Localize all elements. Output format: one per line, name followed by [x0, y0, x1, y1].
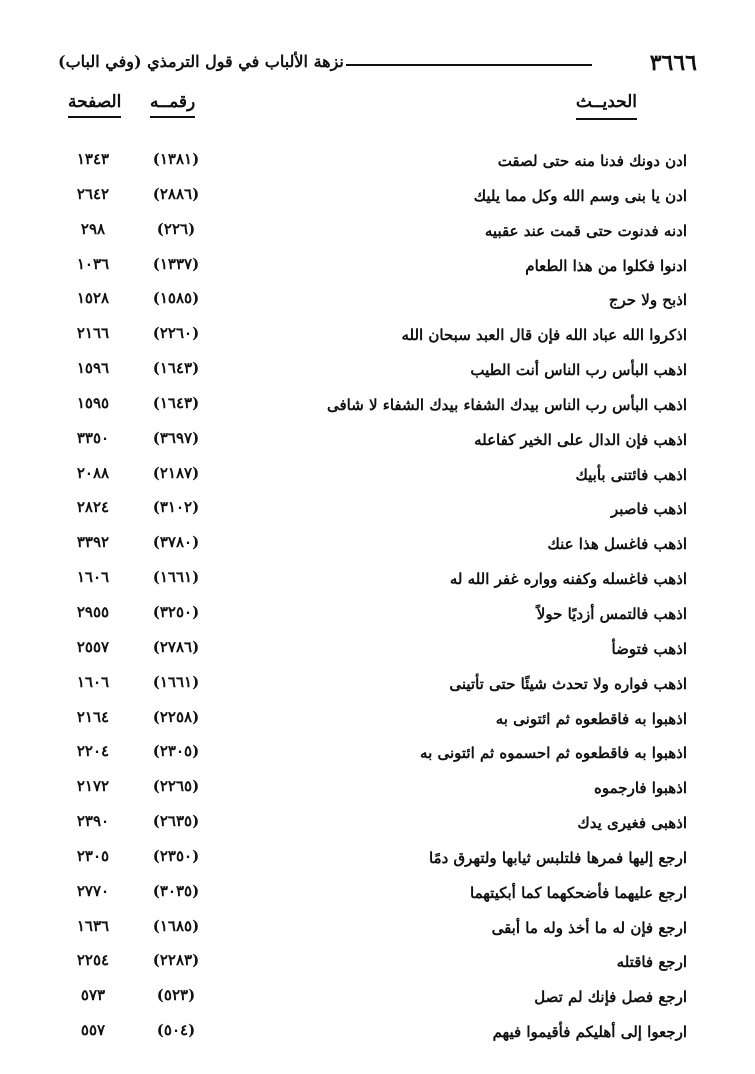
- hadith-page: ٢١٧٢: [76, 777, 110, 796]
- hadith-text: ادنوا فكلوا من هذا الطعام: [525, 256, 687, 275]
- hadith-number: (١٦٤٣): [152, 359, 200, 378]
- index-entry: [0, 562, 755, 597]
- hadith-number: (١٦٨٥): [152, 916, 200, 935]
- index-entry: [0, 771, 755, 806]
- hadith-text: اذهب فتوضأ: [611, 639, 687, 658]
- hadith-number: (٢٢٥٨): [152, 707, 200, 726]
- hadith-number: (٢٢٨٣): [152, 951, 200, 970]
- index-entry: [0, 806, 755, 841]
- hadith-text: اذهب البأس رب الناس أنت الطيب: [470, 361, 687, 380]
- hadith-number: (٣٦٩٧): [152, 428, 200, 447]
- hadith-number: (٣٠٣٥): [152, 881, 200, 900]
- index-entry: [0, 702, 755, 737]
- index-entry: [0, 283, 755, 318]
- hadith-page: ١٥٩٥: [76, 393, 110, 412]
- index-entry: [0, 841, 755, 876]
- hadith-page: ٢٩٥٥: [76, 602, 110, 621]
- hadith-number: (٢٢٦٠): [152, 324, 200, 343]
- hadith-number: (٣٢٥٠): [152, 602, 200, 621]
- index-entry: [0, 667, 755, 702]
- hadith-page: ١٠٣٦: [76, 254, 110, 273]
- index-entry: [0, 945, 755, 980]
- hadith-page: ٢١٦٦: [76, 324, 110, 343]
- index-entry: [0, 214, 755, 249]
- column-header-hadith: [576, 92, 637, 112]
- index-entry: [0, 353, 755, 388]
- hadith-text: اذهب فاغسله وكفنه وواره غفر الله له: [449, 570, 687, 589]
- index-entry: [0, 492, 755, 527]
- index-entry: [0, 736, 755, 771]
- index-entry: [0, 458, 755, 493]
- hadith-text: ارجع فإن له ما أخذ وله ما أبقى: [491, 918, 687, 937]
- index-entry: [0, 423, 755, 458]
- hadith-text: ارجعوا إلى أهليكم فأقيموا فيهم: [492, 1023, 687, 1042]
- hadith-number: (٢١٨٧): [152, 463, 200, 482]
- index-entry: [0, 597, 755, 632]
- hadith-number: (٢٣٠٥): [152, 742, 200, 761]
- column-header-underline: [576, 118, 637, 120]
- index-entries: [0, 144, 755, 1050]
- index-entry: [0, 249, 755, 284]
- hadith-text: ادن يا بنى وسم الله وكل مما يليك: [473, 186, 687, 205]
- hadith-page: ٣٣٩٢: [76, 533, 110, 552]
- hadith-text: ارجع إليها فمرها فلتلبس ثيابها ولتهرق دمًا: [428, 848, 687, 867]
- index-entry: [0, 1015, 755, 1050]
- hadith-text: اذهب فواره ولا تحدث شيئًا حتى تأتينى: [449, 674, 687, 693]
- hadith-page: ٢٨٢٤: [76, 498, 110, 517]
- hadith-page: ١٦٣٦: [76, 916, 110, 935]
- hadith-page: ١٣٤٣: [76, 150, 110, 168]
- hadith-page: ١٥٢٨: [76, 289, 110, 308]
- book-title: نزهة الألباب في قول الترمذي (وفي الباب): [58, 52, 344, 71]
- hadith-page: ٢٥٥٧: [76, 637, 110, 656]
- hadith-page: ٥٥٧: [80, 1021, 106, 1040]
- column-header-hadith-label: الحديــث: [575, 92, 637, 112]
- hadith-number: (١٥٨٥): [152, 289, 200, 308]
- column-header-underline: [68, 116, 121, 118]
- hadith-number: (٣٧٨٠): [152, 533, 200, 552]
- hadith-number: (١٦٤٣): [152, 393, 200, 412]
- hadith-text: ادنه فدنوت حتى قمت عند عقبيه: [484, 221, 687, 240]
- hadith-number: (٢٦٣٥): [152, 812, 200, 831]
- index-entry: [0, 876, 755, 911]
- hadith-page: ٢٣٠٥: [76, 846, 110, 865]
- hadith-page: ٢٢٥٤: [76, 951, 110, 970]
- column-header-number-label: رقمــه: [150, 92, 196, 112]
- hadith-page: ٢٩٨: [80, 219, 106, 238]
- hadith-text: ارجع عليهما فأضحكهما كما أبكيتهما: [470, 883, 687, 902]
- hadith-number: (١٦٦١): [152, 672, 200, 691]
- hadith-page: ١٦٠٦: [76, 568, 110, 587]
- hadith-page: ٢٣٩٠: [76, 812, 110, 831]
- hadith-text: اذكروا الله عباد الله فإن قال العبد سبحان الله: [401, 326, 687, 345]
- hadith-page: ٢٦٤٢: [76, 184, 110, 203]
- hadith-page: ٥٧٣: [80, 986, 106, 1005]
- hadith-text: اذهبوا فارجموه: [594, 779, 687, 798]
- hadith-text: ارجع فصل فإنك لم تصل: [534, 988, 687, 1007]
- page-number: ٣٦٦٦: [649, 50, 697, 76]
- index-entry: [0, 179, 755, 214]
- hadith-number: (١٣٨١): [152, 150, 200, 168]
- hadith-number: (٢٨٨٦): [152, 184, 200, 203]
- hadith-text: اذهبوا به فاقطعوه ثم ائتونى به: [495, 709, 687, 728]
- column-header-page: [68, 92, 121, 112]
- index-entry: [0, 527, 755, 562]
- hadith-text: ادن دونك فدنا منه حتى لصقت: [497, 152, 687, 170]
- hadith-text: اذهب فاصبر: [611, 500, 687, 519]
- hadith-text: اذهب فاغسل هذا عنك: [547, 535, 687, 554]
- hadith-text: اذهب فإن الدال على الخير كفاعله: [474, 430, 687, 449]
- hadith-number: (١٦٦١): [152, 568, 200, 587]
- index-entry: [0, 911, 755, 946]
- running-header: [58, 50, 697, 80]
- hadith-number: (٣١٠٢): [152, 498, 200, 517]
- hadith-number: (٥٠٤): [156, 1021, 196, 1040]
- header-rule: [346, 64, 592, 66]
- hadith-text: اذهبى فغيرى يدك: [577, 814, 687, 833]
- hadith-number: (١٣٣٧): [152, 254, 200, 273]
- hadith-number: (٢٧٨٦): [152, 637, 200, 656]
- hadith-text: اذهب فائتنى بأبيك: [575, 465, 687, 484]
- hadith-text: ارجع فاقتله: [616, 953, 687, 972]
- column-header-underline: [150, 116, 195, 118]
- hadith-page: ٣٣٥٠: [76, 428, 110, 447]
- index-entry: [0, 980, 755, 1015]
- hadith-number: (٢٢٦٥): [152, 777, 200, 796]
- index-entry: [0, 318, 755, 353]
- index-entry: [0, 388, 755, 423]
- hadith-text: اذهب فالتمس أزديًا حولاً: [536, 604, 687, 623]
- hadith-text: اذهب البأس رب الناس بيدك الشفاء بيدك الشفاء لا شافى: [326, 395, 687, 414]
- hadith-page: ٢٧٧٠: [76, 881, 110, 900]
- hadith-number: (٥٢٣): [156, 986, 196, 1005]
- hadith-text: اذهبوا به فاقطعوه ثم احسموه ثم ائتونى به: [420, 744, 687, 763]
- hadith-page: ١٥٩٦: [76, 359, 110, 378]
- hadith-text: اذبح ولا حرج: [608, 291, 687, 310]
- hadith-number: (٢٣٥٠): [152, 846, 200, 865]
- hadith-page: ٢٢٠٤: [76, 742, 110, 761]
- index-entry: [0, 632, 755, 667]
- hadith-page: ٢١٦٤: [76, 707, 110, 726]
- hadith-page: ٢٠٨٨: [76, 463, 110, 482]
- hadith-number: (٢٢٦): [156, 219, 196, 238]
- column-header-number: [150, 92, 195, 112]
- hadith-page: ١٦٠٦: [76, 672, 110, 691]
- index-entry: [0, 144, 755, 179]
- column-header-page-label: الصفحة: [68, 92, 122, 112]
